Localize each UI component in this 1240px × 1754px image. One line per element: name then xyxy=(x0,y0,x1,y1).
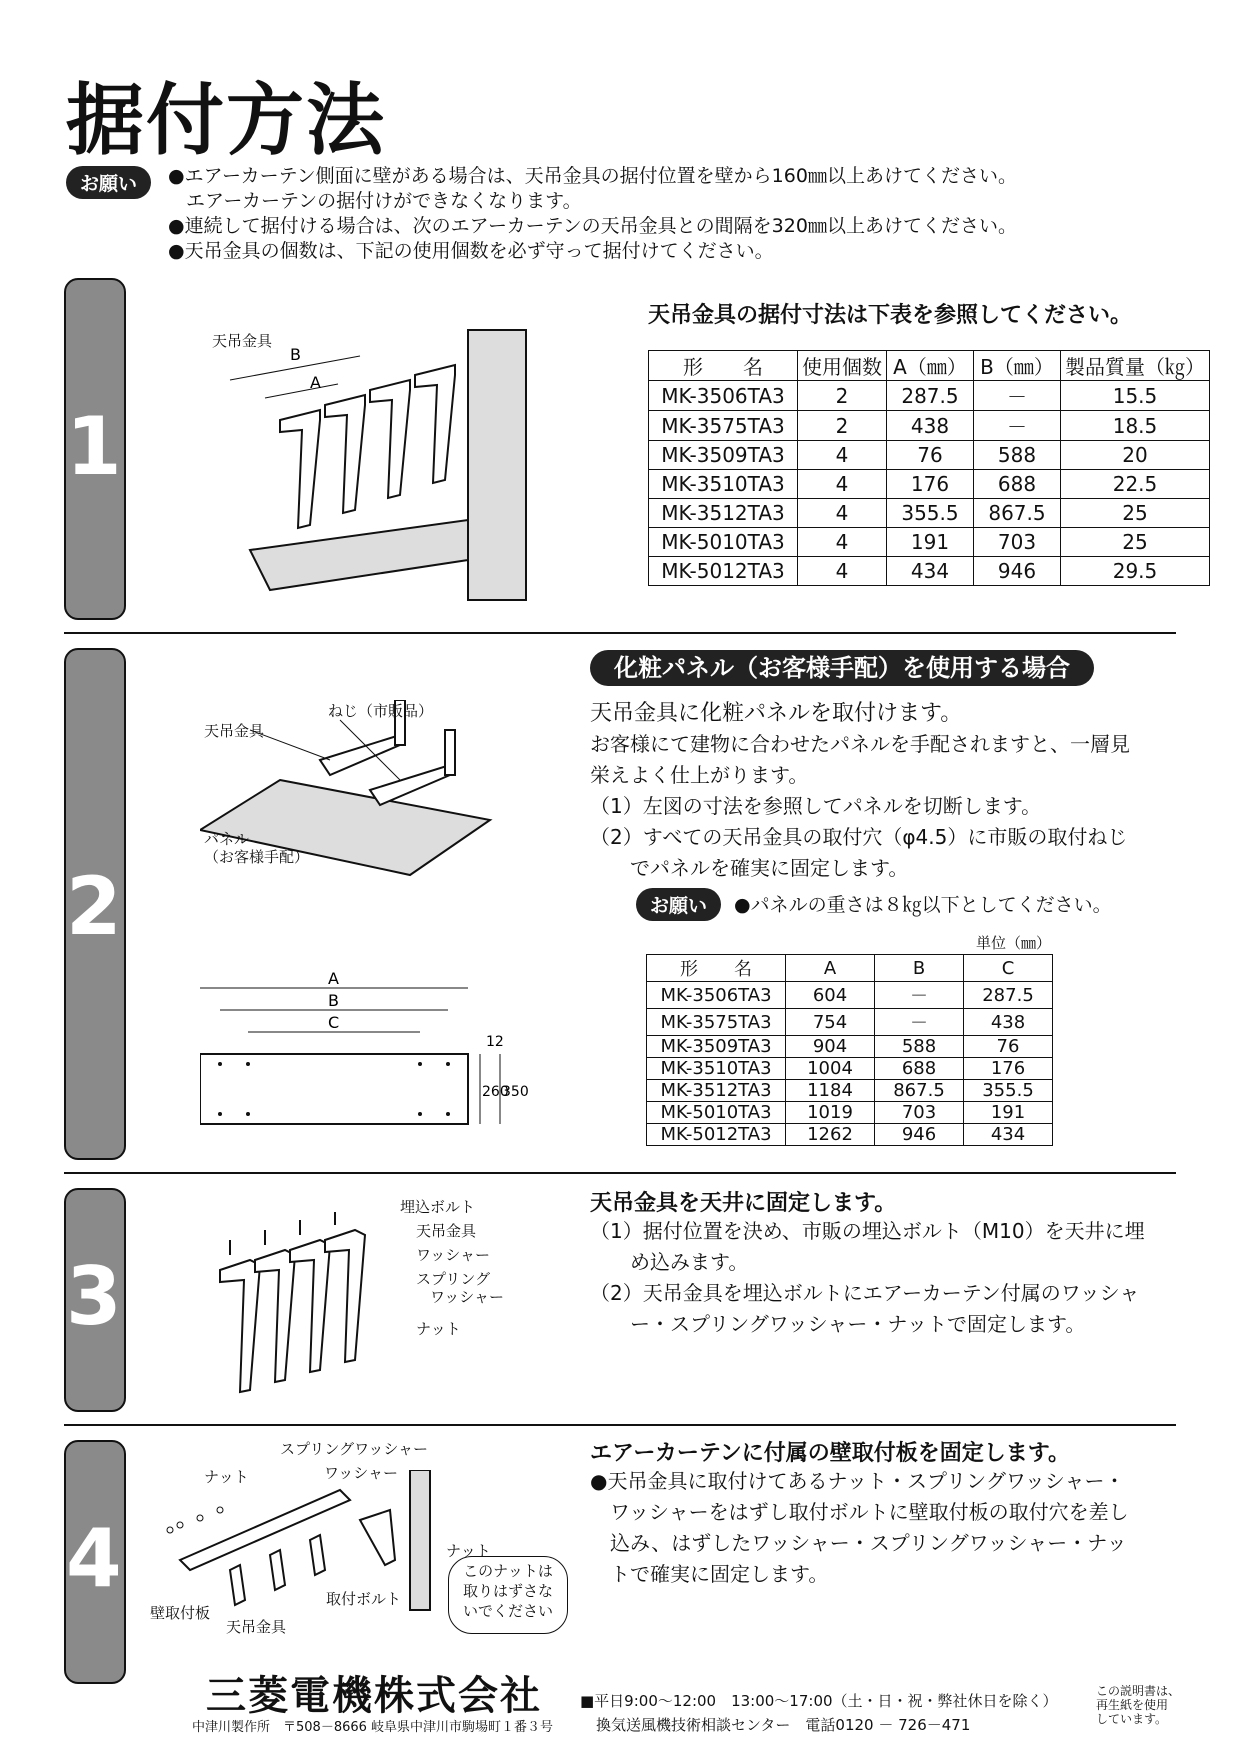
table-header-row: 形 名 使用個数 A（㎜） B（㎜） 製品質量（㎏） xyxy=(649,351,1210,381)
company-address: 中津川製作所 〒508－8666 岐阜県中津川市駒場町１番３号 xyxy=(192,1720,554,1735)
note-1: ●エアーカーテン側面に壁がある場合は、天吊金具の据付位置を壁から160㎜以上あけてください。 xyxy=(168,165,1017,187)
note-2: ●連続して据付ける場合は、次のエアーカーテンの天吊金具との間隔を320㎜以上あけてください。 xyxy=(168,215,1017,237)
step3-label-bracket: 天吊金具 xyxy=(416,1222,477,1240)
svg-text:C: C xyxy=(328,1013,340,1032)
step2-request-text: ●パネルの重さは８㎏以下としてください。 xyxy=(734,894,1112,916)
step3-label-bolt: 埋込ボルト xyxy=(400,1198,476,1216)
table-row: MK-3506TA3 2 287.5 － 15.5 xyxy=(649,381,1210,411)
table-row: MK-5010TA3 4 191 703 25 xyxy=(649,528,1210,557)
table-row: MK-3575TA3 754 － 438 xyxy=(647,1009,1053,1036)
step-tab-1: 1 xyxy=(64,278,126,620)
step2-label-screw: ねじ（市販品） xyxy=(328,702,434,720)
step4-label-bracket: 天吊金具 xyxy=(226,1618,287,1636)
step4-heading: エアーカーテンに付属の壁取付板を固定します。 xyxy=(590,1441,1071,1466)
step3-label-spring-washer: ワッシャー xyxy=(430,1288,504,1306)
table-row: MK-3512TA3 1184 867.5 355.5 xyxy=(647,1080,1053,1102)
step2-heading: 化粧パネル（お客様手配）を使用する場合 xyxy=(590,648,1094,683)
step2-request-badge: お願い xyxy=(636,888,721,921)
note-3: ●天吊金具の個数は、下記の使用個数を必ず守って据付けてください。 xyxy=(168,240,774,262)
step3-label-nut: ナット xyxy=(416,1320,461,1338)
step3-text: （1）据付位置を決め、市販の埋込ボルト（M10）を天井に埋 め込みます。 （2）天吊金具を埋込ボルトにエアーカーテン付属のワッシャ ー・スプリングワッシャー・ナットで固定します。 xyxy=(590,1219,1145,1336)
step1-table xyxy=(648,350,1210,586)
table-row: MK-5010TA3 1019 703 191 xyxy=(647,1102,1053,1124)
table-row: MK-3510TA3 4 176 688 22.5 xyxy=(649,470,1210,499)
step4-note-keep-nut: このナットは 取りはずさな いでください xyxy=(448,1556,568,1634)
divider-3 xyxy=(64,1424,1176,1426)
table-row: MK-3510TA3 1004 688 176 xyxy=(647,1058,1053,1080)
step1-diagram xyxy=(210,320,530,610)
svg-text:B: B xyxy=(328,991,339,1010)
request-badge: お願い xyxy=(66,166,151,199)
step4-label-spring-washer: スプリングワッシャー xyxy=(280,1440,429,1458)
support-center: 換気送風機技術相談センター 電話0120 － 726－471 xyxy=(596,1716,971,1734)
svg-text:12: 12 xyxy=(486,1034,504,1050)
note-1b: エアーカーテンの据付けができなくなります。 xyxy=(186,190,582,212)
step4-text: ●天吊金具に取付けてあるナット・スプリングワッシャー・ ワッシャーをはずし取付ボルトに壁取付板の取付穴を差し 込み、はずしたワッシャー・スプリングワッシャー・ナッ トで確実に固定します。 xyxy=(590,1469,1129,1586)
step-tab-2: 2 xyxy=(64,648,126,1160)
svg-text:B: B xyxy=(290,345,301,364)
divider-1 xyxy=(64,632,1176,634)
step2-text: 天吊金具に化粧パネルを取付けます。 お客様にて建物に合わせたパネルを手配されますと、一層見 栄えよく仕上がります。 （1）左図の寸法を参照してパネルを切断します。 （2）すべての天吊金具の取付穴（φ4.5）に市販の取付ねじ でパネルを確実に固定します。 xyxy=(590,701,1130,880)
step3-heading: 天吊金具を天井に固定します。 xyxy=(590,1191,897,1216)
step3-label-washer: ワッシャー xyxy=(416,1246,490,1264)
step3-label-spring: スプリング xyxy=(416,1270,491,1288)
step2-dimension-diagram xyxy=(200,966,530,1126)
table-header-row: 形 名 A B C xyxy=(647,955,1053,982)
step1-heading: 天吊金具の据付寸法は下表を参照してください。 xyxy=(648,303,1133,328)
step4-label-bolt: 取付ボルト xyxy=(326,1590,402,1608)
table-row: MK-5012TA3 1262 946 434 xyxy=(647,1124,1053,1146)
support-hours: ■平日9:00～12:00 13:00～17:00（土・日・祝・弊社休日を除く） xyxy=(580,1692,1058,1710)
step-tab-3: 3 xyxy=(64,1188,126,1412)
table-row: MK-3575TA3 2 438 － 18.5 xyxy=(649,411,1210,441)
step4-label-wallplate: 壁取付板 xyxy=(150,1604,211,1622)
recycle-note: この説明書は、 再生紙を使用 しています。 xyxy=(1096,1684,1181,1726)
table-row: MK-3509TA3 904 588 76 xyxy=(647,1036,1053,1058)
divider-2 xyxy=(64,1172,1176,1174)
step4-label-washer: ワッシャー xyxy=(324,1464,398,1482)
table-row: MK-3512TA3 4 355.5 867.5 25 xyxy=(649,499,1210,528)
table-row: MK-3506TA3 604 － 287.5 xyxy=(647,982,1053,1009)
step3-diagram xyxy=(210,1210,410,1400)
step1-label-bracket: 天吊金具 xyxy=(212,332,273,350)
step-tab-4: 4 xyxy=(64,1440,126,1684)
table-row: MK-5012TA3 4 434 946 29.5 xyxy=(649,557,1210,586)
step2-label-panel-customer: （お客様手配） xyxy=(204,848,310,866)
notes xyxy=(168,164,1017,264)
step4-label-nut: ナット xyxy=(204,1468,249,1486)
step2-table xyxy=(646,954,1053,1146)
page-title: 据付方法 xyxy=(66,76,387,166)
step2-label-panel: パネル xyxy=(204,830,250,848)
svg-text:A: A xyxy=(328,969,339,988)
svg-text:260: 260 xyxy=(482,1084,509,1100)
svg-text:A: A xyxy=(310,373,321,392)
step4-label-nut2: ナット xyxy=(446,1542,491,1560)
step2-unit: 単位（㎜） xyxy=(976,934,1052,952)
table-row: MK-3509TA3 4 76 588 20 xyxy=(649,441,1210,470)
company-name: 三菱電機株式会社 xyxy=(206,1673,542,1719)
svg-text:350: 350 xyxy=(502,1084,529,1100)
step2-label-bracket: 天吊金具 xyxy=(204,722,265,740)
